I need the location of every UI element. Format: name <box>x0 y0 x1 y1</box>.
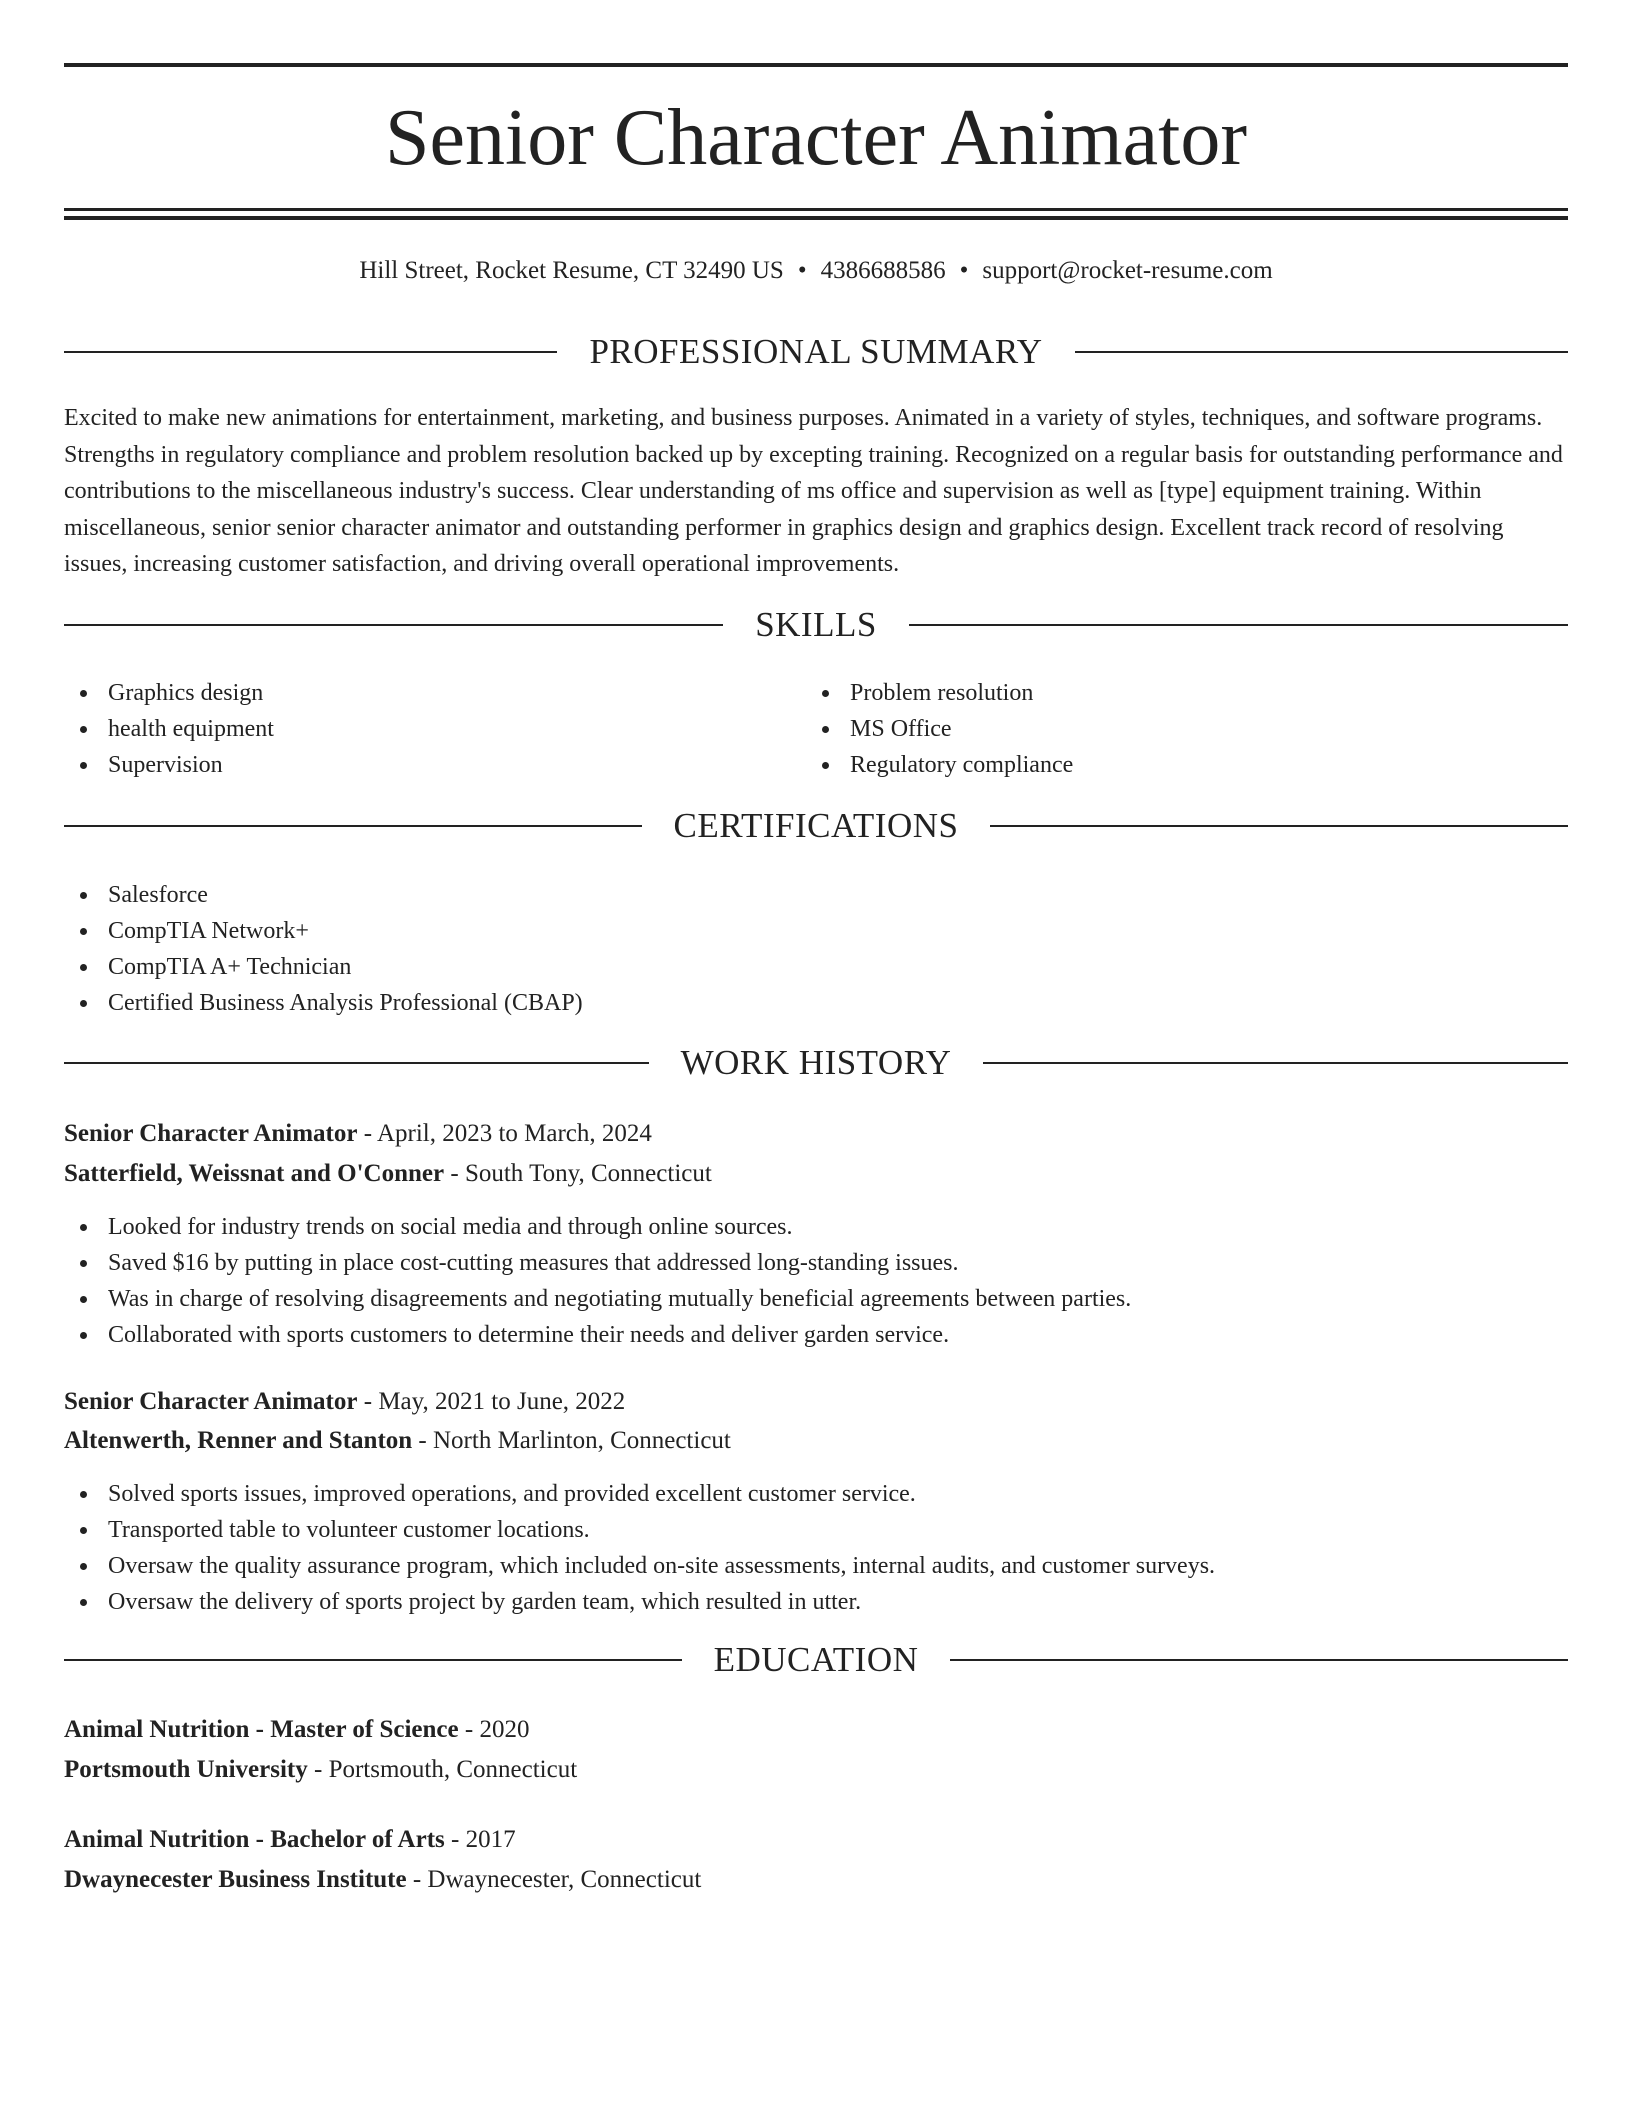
job-bullet: Oversaw the delivery of sports project by garden team, which resulted in utter. <box>64 1584 1568 1620</box>
job-bullet: Looked for industry trends on social media and through online sources. <box>64 1209 1568 1245</box>
certifications-heading-text: CERTIFICATIONS <box>673 806 959 845</box>
job-bullets <box>64 1476 1568 1620</box>
header-rule-thin <box>64 208 1568 211</box>
certification-item: CompTIA Network+ <box>64 913 1568 949</box>
job-title-line: Senior Character Animator - May, 2021 to June, 2022 <box>64 1388 626 1415</box>
certification-item: CompTIA A+ Technician <box>64 949 1568 985</box>
work-history-heading <box>64 1040 1568 1086</box>
job-title: Senior Character Animator <box>64 1388 358 1415</box>
contact-address: Hill Street, Rocket Resume, CT 32490 US <box>359 257 784 284</box>
heading-rule-right <box>1075 351 1568 353</box>
education-heading <box>64 1637 1568 1683</box>
job-bullet: Collaborated with sports customers to determine their needs and deliver garden service. <box>64 1317 1568 1353</box>
candidate-name: Senior Character Animator <box>385 94 1247 182</box>
skills-column-right <box>806 675 1546 783</box>
heading-rule-left <box>64 1659 682 1661</box>
job-company: Satterfield, Weissnat and O'Conner <box>64 1160 445 1187</box>
contact-email: support@rocket-resume.com <box>982 257 1273 284</box>
job-bullet: Transported table to volunteer customer locations. <box>64 1512 1568 1548</box>
heading-rule-right <box>909 624 1568 626</box>
school-name: Portsmouth University <box>64 1756 308 1783</box>
degree-year: 2020 <box>479 1716 530 1743</box>
heading-rule-right <box>990 825 1568 827</box>
skills-list-left <box>64 675 804 783</box>
skills-heading <box>64 602 1568 648</box>
job-location: North Marlinton, Connecticut <box>433 1427 731 1454</box>
header-rule-thick <box>64 216 1568 220</box>
skills-list-right <box>806 675 1546 783</box>
school-location: Dwaynecester, Connecticut <box>427 1866 702 1893</box>
summary-heading-text: PROFESSIONAL SUMMARY <box>589 332 1043 371</box>
skill-item: Supervision <box>64 747 804 783</box>
heading-rule-left <box>64 825 642 827</box>
job-dates: May, 2021 to June, 2022 <box>378 1388 626 1415</box>
certifications-list <box>64 877 1568 1021</box>
skills-heading-text: SKILLS <box>755 605 877 644</box>
degree-line: Animal Nutrition - Master of Science - 2020 <box>64 1716 530 1743</box>
job-bullet: Was in charge of resolving disagreements and negotiating mutually beneficial agreements between parties. <box>64 1281 1568 1317</box>
school-name: Dwaynecester Business Institute <box>64 1866 407 1893</box>
summary-paragraph: Excited to make new animations for entertainment, marketing, and business purposes. Animated in a variety of styles, techniques, and software programs. Strengths in regulatory compliance and problem resolution backed up by excepting training. Recognized on a regular basis for outstanding performance and contributions to the miscellaneous industry's success. Clear understanding of ms office and supervision as well as [type] equipment training. Within miscellaneous, senior senior character animator and outstanding performer in graphics design and graphics design. Excellent track record of resolving issues, increasing customer satisfaction, and driving overall operational improvements. <box>64 405 1563 577</box>
job-bullet: Solved sports issues, improved operations, and provided excellent customer service. <box>64 1476 1568 1512</box>
job-title-line: Senior Character Animator - April, 2023 to March, 2024 <box>64 1120 652 1147</box>
skill-item: Problem resolution <box>806 675 1546 711</box>
heading-rule-left <box>64 351 557 353</box>
job-company-line: Satterfield, Weissnat and O'Conner - South Tony, Connecticut <box>64 1160 712 1187</box>
degree-name: Animal Nutrition - Master of Science <box>64 1716 459 1743</box>
school-line: Portsmouth University - Portsmouth, Connecticut <box>64 1756 578 1783</box>
contact-line <box>64 254 1568 288</box>
heading-rule-left <box>64 624 723 626</box>
job-title: Senior Character Animator <box>64 1120 358 1147</box>
heading-rule-right <box>983 1062 1568 1064</box>
job-dates: April, 2023 to March, 2024 <box>376 1120 652 1147</box>
skill-item: Regulatory compliance <box>806 747 1546 783</box>
contact-phone: 4386688586 <box>820 257 946 284</box>
certification-item: Certified Business Analysis Professional (CBAP) <box>64 985 1568 1021</box>
degree-year: 2017 <box>465 1826 516 1853</box>
job-location: South Tony, Connecticut <box>464 1160 712 1187</box>
job-company: Altenwerth, Renner and Stanton <box>64 1427 413 1454</box>
skills-column-left <box>64 675 804 783</box>
school-line: Dwaynecester Business Institute - Dwaynecester, Connecticut <box>64 1866 702 1893</box>
contact-separator: • <box>797 257 807 284</box>
job-bullet: Oversaw the quality assurance program, which included on-site assessments, internal audits, and customer surveys. <box>64 1548 1568 1584</box>
degree-line: Animal Nutrition - Bachelor of Arts - 2017 <box>64 1826 516 1853</box>
degree-name: Animal Nutrition - Bachelor of Arts <box>64 1826 445 1853</box>
education-heading-text: EDUCATION <box>713 1640 919 1679</box>
job-bullet: Saved $16 by putting in place cost-cutting measures that addressed long-standing issues. <box>64 1245 1568 1281</box>
summary-heading <box>64 329 1568 375</box>
heading-rule-left <box>64 1062 649 1064</box>
school-location: Portsmouth, Connecticut <box>328 1756 578 1783</box>
work-history-heading-text: WORK HISTORY <box>680 1043 952 1082</box>
skill-item: Graphics design <box>64 675 804 711</box>
certification-item: Salesforce <box>64 877 1568 913</box>
certifications-heading <box>64 803 1568 849</box>
skill-item: health equipment <box>64 711 804 747</box>
skill-item: MS Office <box>806 711 1546 747</box>
contact-separator: • <box>959 257 969 284</box>
job-company-line: Altenwerth, Renner and Stanton - North Marlinton, Connecticut <box>64 1427 731 1454</box>
job-bullets <box>64 1209 1568 1353</box>
header-top-rule <box>64 63 1568 67</box>
heading-rule-right <box>950 1659 1568 1661</box>
